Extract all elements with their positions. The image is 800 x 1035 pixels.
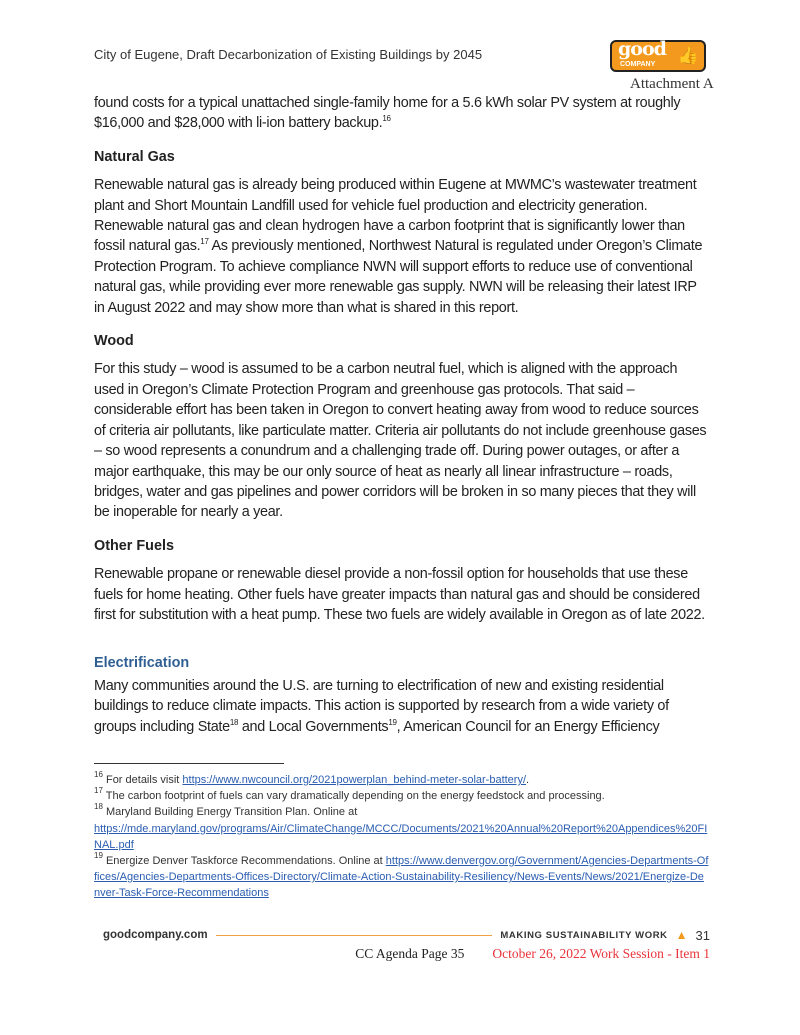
footnotes xyxy=(94,769,710,902)
thumbs-up-icon: 👍 xyxy=(677,46,699,65)
footnote-link[interactable]: https://mde.maryland.gov/programs/Air/ClimateChange/MCCC/Documents/2021%20Annual%20Report%20Appendices%20FINAL.pdf xyxy=(94,822,708,851)
natural-gas-paragraph: Renewable natural gas is already being produced within Eugene at MWMC’s wastewater treatment plant and Short Mountain Landfill used for vehicle fuel production and electricity generation. Renewable natural gas and clean hydrogen have a carbon footprint that is significantly lower than fossil natural gas.$^{17}$ As previously mentioned, Northwest Natural is regulated under Oregon’s Climate Protection Program. To achieve compliance NWN will support efforts to reduce use of conventional natural gas, while providing ever more renewable gas supply. NWN will be releasing their latest IRP in August 2022 and may show more than what is shared in this report. xyxy=(94,177,703,316)
agenda-footer xyxy=(94,946,710,962)
header-title: City of Eugene, Draft Decarbonization of Existing Buildings by 2045 xyxy=(94,47,483,62)
page-header xyxy=(94,38,714,93)
page-footer xyxy=(103,928,710,943)
electrification-paragraph: Many communities around the U.S. are turning to electrification of new and existing residential buildings to reduce climate impacts. This action is supported by research from a wide variety of groups including State$^{18}$ and Local Governments$^{19}$, American Council for an Energy Efficiency xyxy=(94,677,669,735)
other-fuels-paragraph: Renewable propane or renewable diesel provide a non-fossil option for households that use these fuels for home heating. Other fuels have greater impacts than natural gas and should be considered first for substitution with a heat pump. These two fuels are widely available in Oregon as of late 2022. xyxy=(94,566,705,623)
page-number: 31 xyxy=(695,927,710,943)
thumbs-up-icon: ▲ xyxy=(675,928,688,943)
good-company-logo: good COMPANY 👍 xyxy=(610,40,706,72)
footer-line xyxy=(216,935,493,936)
heading-natural-gas: Natural Gas xyxy=(94,148,175,165)
footnote-link[interactable]: https://www.denvergov.org/Government/Agencies-Departments-Offices/Agencies-Departments-Offices-Directory/Climate-Action-Sustainability-Resiliency/News-Events/News/2021/Energize-Denver-Task-Force-Recommendations xyxy=(94,854,709,900)
heading-electrification: Electrification xyxy=(94,655,190,672)
heading-other-fuels: Other Fuels xyxy=(94,537,174,554)
footnote-link[interactable]: https://www.nwcouncil.org/2021powerplan_behind-meter-solar-battery/ xyxy=(182,773,527,786)
footnote-16: $^{16}$ For details visit https://www.nwcouncil.org/2021powerplan_behind-meter-solar-battery/. xyxy=(94,769,530,786)
footnote-18: $^{18}$ Maryland Building Energy Transition Plan. Online at https://mde.maryland.gov/programs/Air/ClimateChange/MCCC/Documents/2021%20Annual%20Report%20Appendices%20FINAL.pdf xyxy=(94,802,708,851)
footnote-separator xyxy=(94,763,284,764)
footnote-19: $^{19}$ Energize Denver Taskforce Recommendations. Online at https://www.denvergov.org/Government/Agencies-Departments-Offices/Agencies-Departments-Offices-Directory/Climate-Action-Sustainability-Resiliency/News-Events/News/2021/Energize-Denver-Task-Force-Recommendations xyxy=(94,850,709,900)
heading-wood: Wood xyxy=(94,333,134,350)
work-session-label: October 26, 2022 Work Session - Item 1 xyxy=(492,945,710,961)
footnote-17: $^{17}$ The carbon footprint of fuels can vary dramatically depending on the energy feedstock and processing. xyxy=(94,786,605,803)
agenda-page: CC Agenda Page 35 xyxy=(355,945,465,961)
footer-site: goodcompany.com xyxy=(103,929,208,942)
attachment-label: Attachment A xyxy=(630,76,714,92)
footer-tagline: MAKING SUSTAINABILITY WORK xyxy=(500,929,668,941)
wood-paragraph: For this study – wood is assumed to be a carbon neutral fuel, which is aligned with the approach used in Oregon’s Climate Protection Program and greenhouse gas protocols. That said – considerable effort has been taken in Oregon to convert heating away from wood to reduce sources of criteria air pollutants, like particulate matter. Criteria air pollutants do not include greenhouse gases – so wood represents a conundrum and a challenging trade off. During power outages, or after a major earthquake, this may be our only source of heat as nearly all linear infrastructure – roads, bridges, water and gas pipelines and power corridors will be broken in so many pieces that they will be inoperable for nearly a year. xyxy=(94,361,707,521)
intro-paragraph: found costs for a typical unattached single-family home for a 5.6 kWh solar PV system at roughly $16,000 and $28,000 with li-ion battery backup.$^{16}$ xyxy=(94,95,681,132)
